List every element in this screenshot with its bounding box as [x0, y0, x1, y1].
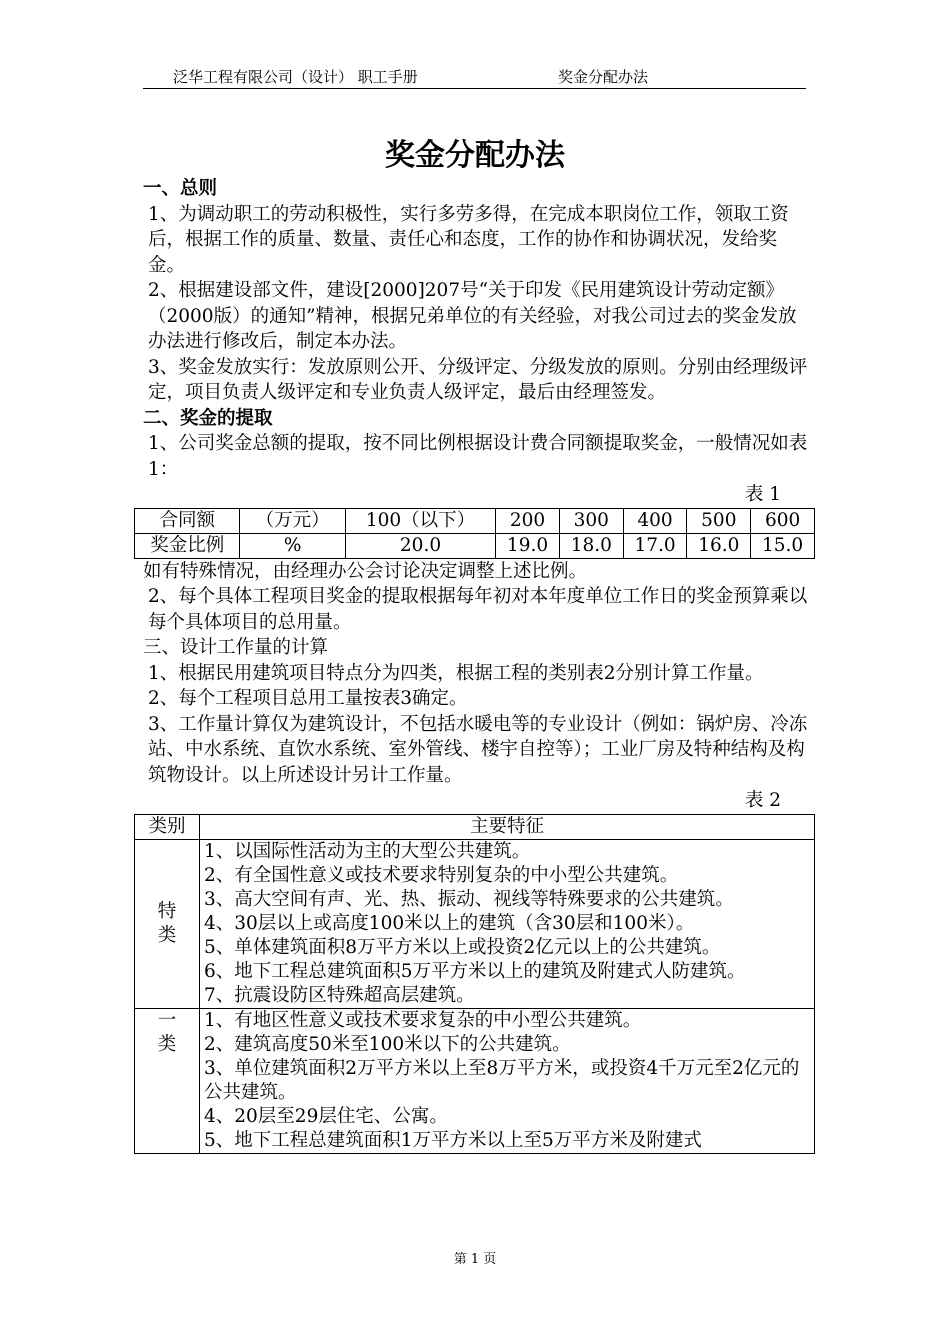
table-2-caption: 表 2 [744, 790, 781, 811]
table-cell: 400 [623, 508, 687, 533]
column-header-category: 类别 [135, 814, 200, 839]
list-item: 3、单位建筑面积2万平方米以上至8万平方米，或投资4千万元至2亿元的公共建筑。 [204, 1057, 800, 1103]
document-body [143, 176, 811, 1154]
table-cell: 500 [687, 508, 751, 533]
table-header-row [135, 814, 815, 839]
s1-paragraph-2: 2、根据建设部文件，建设[2000]207号“关于印发《民用建筑设计劳动定额》（2000版）的通知”精神，根据兄弟单位的有关经验，对我公司过去的奖金发放办法进行修改后，制定本办法。 [148, 280, 797, 352]
list-item: 4、20层至29层住宅、公寓。 [204, 1105, 448, 1127]
s3-paragraph-1: 1、根据民用建筑项目特点分为四类，根据工程的类别表2分别计算工作量。 [148, 662, 764, 684]
document-title: 奖金分配办法 [385, 138, 565, 173]
list-item: 5、单体建筑面积8万平方米以上或投资2亿元以上的公共建筑。 [204, 936, 721, 958]
section-2-heading: 二、奖金的提取 [143, 407, 273, 429]
building-category-table [134, 814, 815, 1154]
category-label: 特类 [157, 900, 177, 946]
header-left: 泛华工程有限公司（设计） 职工手册 [173, 68, 418, 86]
table-cell: % [240, 533, 345, 558]
table-row [135, 508, 815, 533]
bonus-ratio-table [134, 508, 815, 559]
table-cell: 16.0 [687, 533, 751, 558]
s2-paragraph-2: 如有特殊情况，由经理办公会讨论决定调整上述比例。 [143, 560, 588, 582]
table-cell: 19.0 [496, 533, 560, 558]
header-right: 奖金分配办法 [558, 68, 649, 86]
category-special [135, 839, 200, 1008]
page-header [143, 64, 806, 89]
list-item: 7、抗震设防区特殊超高层建筑。 [204, 984, 475, 1006]
table-row [135, 1008, 815, 1153]
list-item: 1、有地区性意义或技术要求复杂的中小型公共建筑。 [204, 1009, 642, 1031]
table-cell: 600 [751, 508, 815, 533]
page-number: 第 1 页 [453, 1252, 497, 1267]
section-3-heading: 三、设计工作量的计算 [143, 637, 329, 658]
features-cell [200, 1008, 815, 1153]
list-item: 2、建筑高度50米至100米以下的公共建筑。 [204, 1033, 571, 1055]
s1-paragraph-1: 1、为调动职工的劳动积极性，实行多劳多得，在完成本职岗位工作，领取工资后，根据工作的质量、数量、责任心和态度，工作的协作和协调状况，发给奖金。 [148, 203, 789, 276]
list-item: 3、高大空间有声、光、热、振动、视线等特殊要求的公共建筑。 [204, 888, 734, 910]
table-row [135, 533, 815, 558]
s2-paragraph-1: 1、公司奖金总额的提取，按不同比例根据设计费合同额提取奖金，一般情况如表1： [148, 433, 808, 480]
list-item: 4、30层以上或高度100米以上的建筑（含30层和100米）。 [204, 912, 695, 934]
list-item: 2、有全国性意义或技术要求特别复杂的中小型公共建筑。 [204, 864, 679, 886]
features-cell [200, 839, 815, 1008]
list-item: 5、地下工程总建筑面积1万平方米以上至5万平方米及附建式 [204, 1129, 702, 1151]
table-cell: （万元） [240, 508, 345, 533]
s1-paragraph-3: 3、奖金发放实行：发放原则公开、分级评定、分级发放的原则。分别由经理级评定，项目负责人级评定和专业负责人级评定，最后由经理签发。 [148, 356, 808, 403]
s3-paragraph-3: 3、工作量计算仅为建筑设计，不包括水暖电等的专业设计（例如：锅炉房、冷冻站、中水系统、直饮水系统、室外管线、楼宇自控等）；工业厂房及特种结构及构筑物设计。以上所述设计另计工作量。 [148, 713, 808, 786]
list-item: 6、地下工程总建筑面积5万平方米以上的建筑及附建式人防建筑。 [204, 960, 746, 982]
table-cell: 奖金比例 [135, 533, 240, 558]
s3-paragraph-2: 2、每个工程项目总用工量按表3确定。 [148, 688, 468, 709]
table-row [135, 839, 815, 1008]
table-cell: 20.0 [345, 533, 495, 558]
column-header-features: 主要特征 [200, 814, 815, 839]
table-cell: 300 [559, 508, 623, 533]
table-cell: 200 [496, 508, 560, 533]
table-cell: 100（以下） [345, 508, 495, 533]
category-class-1 [135, 1008, 200, 1153]
category-label: 一类 [157, 1009, 177, 1055]
table-cell: 合同额 [135, 508, 240, 533]
table-1-caption: 表 1 [744, 484, 781, 505]
list-item: 1、以国际性活动为主的大型公共建筑。 [204, 840, 531, 862]
section-1-heading: 一、总则 [143, 178, 218, 199]
table-cell: 18.0 [559, 533, 623, 558]
table-cell: 17.0 [623, 533, 687, 558]
s2-paragraph-3: 2、每个具体工程项目奖金的提取根据每年初对本年度单位工作日的奖金预算乘以每个具体项目的总用量。 [148, 586, 808, 633]
table-cell: 15.0 [751, 533, 815, 558]
